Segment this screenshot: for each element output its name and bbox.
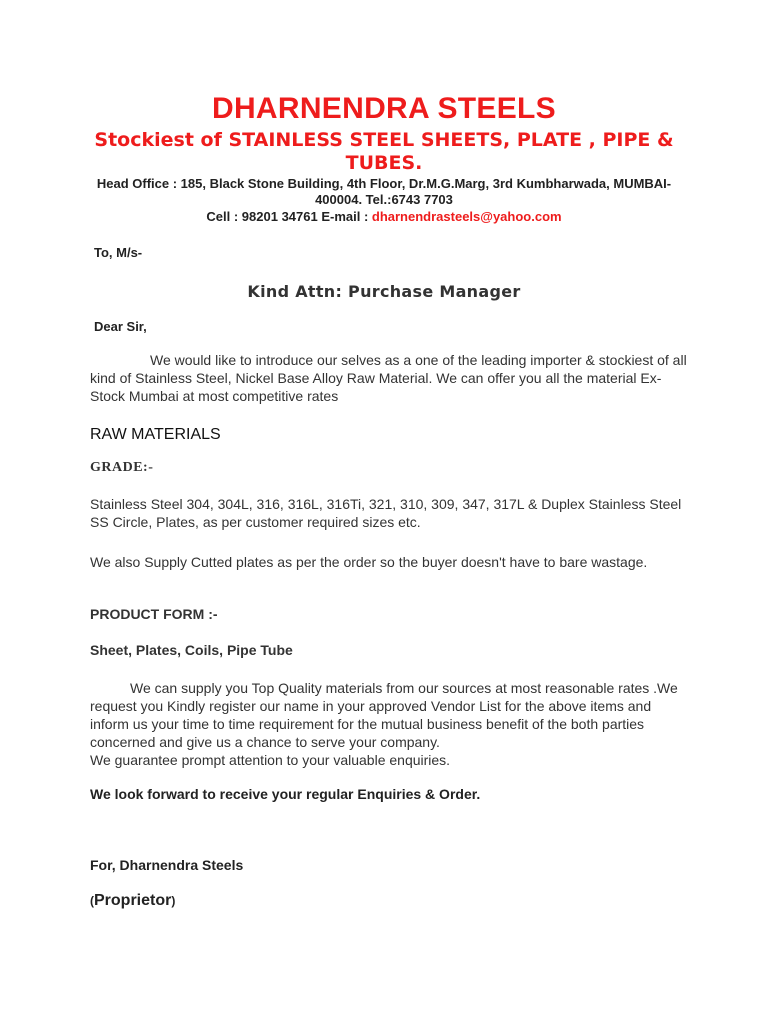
cell-label: Cell : 98201 34761 E-mail : (206, 209, 372, 224)
raw-materials-heading: RAW MATERIALS (90, 426, 221, 443)
grades-paragraph: Stainless Steel 304, 304L, 316, 316L, 316Ti, 321, 310, 309, 347, 317L & Duplex Stainless Steel SS Circle, Plates, as per customer required sizes etc. (90, 496, 682, 530)
designation-line (90, 892, 175, 910)
head-office-address: Head Office : 185, Black Stone Building, 4th Floor, Dr.M.G.Marg, 3rd Kumbharwada, MUMBAI-400004. Tel.:6743 7703 (96, 176, 672, 207)
email-address: dharnendrasteels@yahoo.com (371, 209, 562, 224)
sign-off: For, Dharnendra Steels (90, 857, 244, 873)
paren-open: ( (90, 894, 94, 908)
company-name: DHARNENDRA STEELS (211, 92, 556, 125)
grade-heading: GRADE:- (90, 460, 154, 475)
product-form-heading: PRODUCT FORM :- (90, 606, 218, 622)
supply-section (90, 679, 690, 769)
company-tagline: Stockiest of STAINLESS STEEL SHEETS, PLATE , PIPE & TUBES. (94, 129, 674, 174)
look-forward-line: We look forward to receive your regular Enquiries & Order. (90, 786, 481, 802)
attention-line: Kind Attn: Purchase Manager (247, 282, 521, 301)
designation: Proprietor (94, 892, 172, 909)
cutted-plates-paragraph: We also Supply Cutted plates as per the order so the buyer doesn't have to bare wastage. (90, 554, 648, 570)
product-forms-list: Sheet, Plates, Coils, Pipe Tube (90, 642, 293, 658)
contact-line (0, 209, 768, 224)
intro-paragraph: We would like to introduce our selves as a one of the leading importer & stockiest of all kind of Stainless Steel, Nickel Base Alloy Raw Material. We can offer you all the material Ex-Stock Mumbai at most competitive rates (90, 352, 687, 404)
salutation: Dear Sir, (94, 319, 147, 334)
supply-paragraph: We can supply you Top Quality materials from our sources at most reasonable rates .We request you Kindly register our name in your approved Vendor List for the above items and inform us your time to time requirement for the mutual business benefit of the both parties concerned and give us a chance to serve your company. (90, 680, 678, 750)
paren-close: ) (171, 894, 176, 908)
guarantee-line: We guarantee prompt attention to your valuable enquiries. (90, 752, 451, 768)
recipient-line: To, M/s- (94, 245, 143, 260)
